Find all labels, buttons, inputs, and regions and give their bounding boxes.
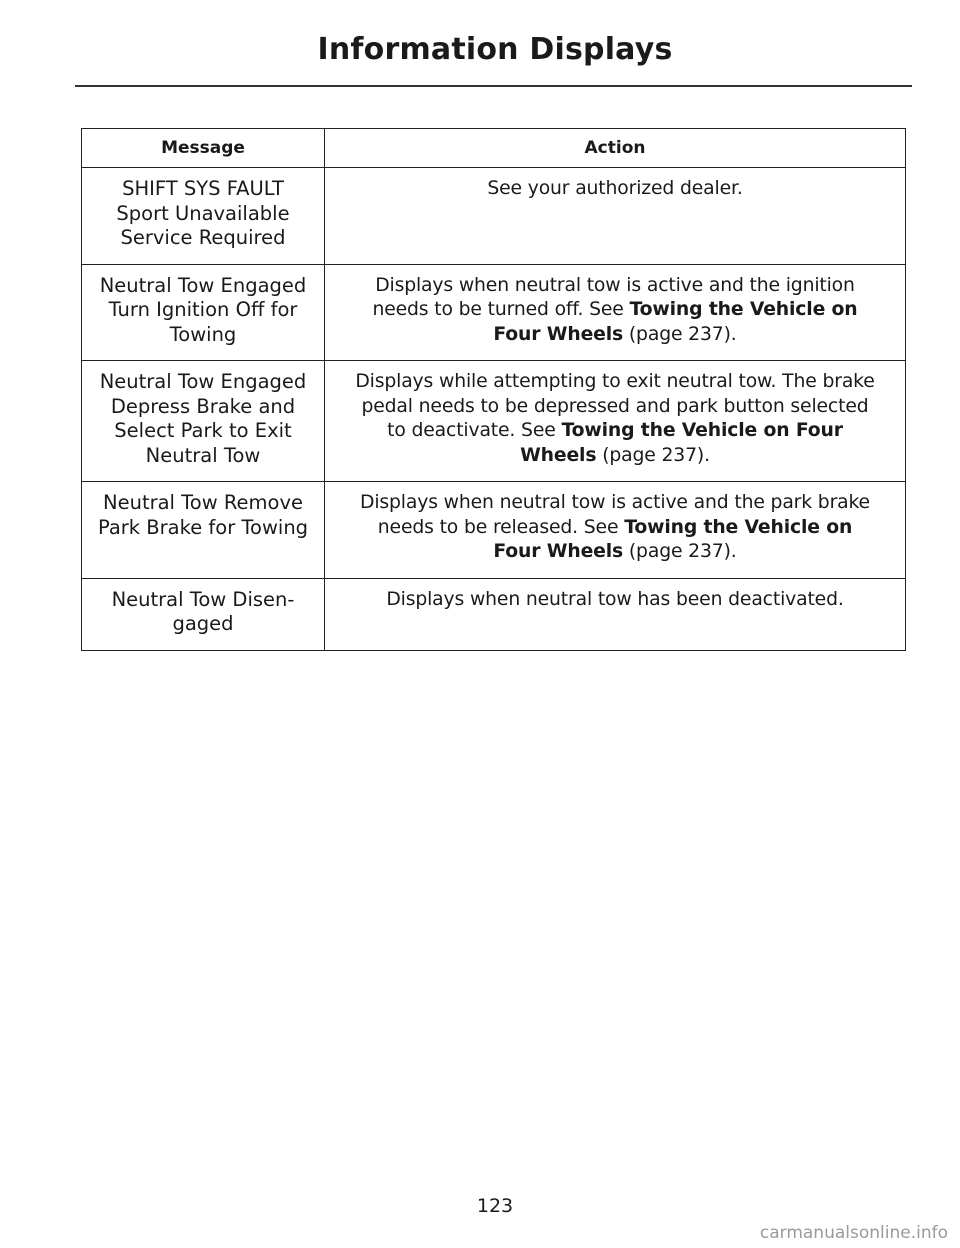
table-row [82, 482, 906, 579]
action-line [327, 177, 903, 202]
action-text: Displays when neutral tow is active and the ignition [375, 274, 855, 296]
action-text: (page 237). [596, 444, 710, 466]
action-line [327, 588, 903, 613]
page-title: Information Displays [317, 32, 673, 67]
message-cell [82, 264, 325, 361]
table-header-row [82, 129, 906, 168]
message-line: Sport Unavailable [116, 201, 290, 225]
action-text: needs to be turned off. See [372, 299, 630, 320]
table-row [82, 168, 906, 265]
action-line [327, 395, 903, 420]
action-text: See your authorized dealer. [487, 178, 743, 199]
action-text: Displays when neutral tow has been deactivated. [386, 588, 844, 610]
message-cell [82, 482, 325, 579]
message-line: gaged [172, 612, 234, 635]
action-text: Displays while attempting to exit neutral tow. The brake [355, 371, 875, 392]
cross-reference-link[interactable]: Four Wheels [493, 323, 624, 345]
action-line [327, 444, 903, 469]
action-cell [325, 168, 906, 265]
page-number: 123 [476, 1195, 514, 1217]
message-line: Select Park to Exit [114, 419, 292, 442]
message-cell [82, 578, 325, 650]
column-header-message: Message [82, 129, 325, 168]
action-line [327, 491, 903, 516]
cross-reference-link[interactable]: Towing the Vehicle on [624, 516, 853, 538]
table-row [82, 264, 906, 361]
message-line: SHIFT SYS FAULT [122, 177, 284, 200]
table-row [82, 361, 906, 482]
message-line: Neutral Tow Remove [103, 491, 303, 514]
action-line [327, 516, 903, 541]
column-header-action: Action [325, 129, 906, 168]
message-line: Neutral Tow Engaged [99, 370, 307, 393]
action-line [327, 323, 903, 348]
message-line: Neutral Tow Disen- [111, 587, 295, 611]
action-cell [325, 578, 906, 650]
cross-reference-link[interactable]: Wheels [520, 444, 597, 466]
action-text: to deactivate. See [387, 420, 562, 441]
cross-reference-link[interactable]: Four Wheels [493, 541, 624, 562]
action-cell [325, 482, 906, 579]
cross-reference-link[interactable]: Towing the Vehicle on [629, 299, 858, 320]
action-cell [325, 264, 906, 361]
action-cell [325, 361, 906, 482]
message-line: Service Required [120, 226, 286, 249]
message-line: Turn Ignition Off for [108, 298, 298, 321]
action-line [327, 274, 903, 299]
action-line [327, 370, 903, 395]
action-line [327, 298, 903, 323]
action-line [327, 540, 903, 565]
table-row [82, 578, 906, 650]
message-line: Neutral Tow [145, 443, 261, 467]
action-line [327, 419, 903, 444]
message-table [81, 128, 906, 651]
title-divider [75, 85, 912, 87]
message-line: Towing [169, 322, 237, 346]
watermark: carmanualsonline.info [759, 1223, 948, 1243]
action-text: (page 237). [623, 541, 737, 562]
action-text: (page 237). [623, 323, 737, 345]
table-body [82, 168, 906, 651]
action-text: needs to be released. See [377, 516, 625, 538]
message-line: Depress Brake and [110, 394, 296, 418]
message-line: Park Brake for Towing [97, 515, 309, 539]
action-text: Displays when neutral tow is active and the park brake [360, 492, 870, 513]
cross-reference-link[interactable]: Towing the Vehicle on Four [561, 420, 843, 441]
message-line: Neutral Tow Engaged [99, 273, 307, 297]
action-text: pedal needs to be depressed and park button selected [361, 395, 869, 417]
message-cell [82, 168, 325, 265]
message-cell [82, 361, 325, 482]
